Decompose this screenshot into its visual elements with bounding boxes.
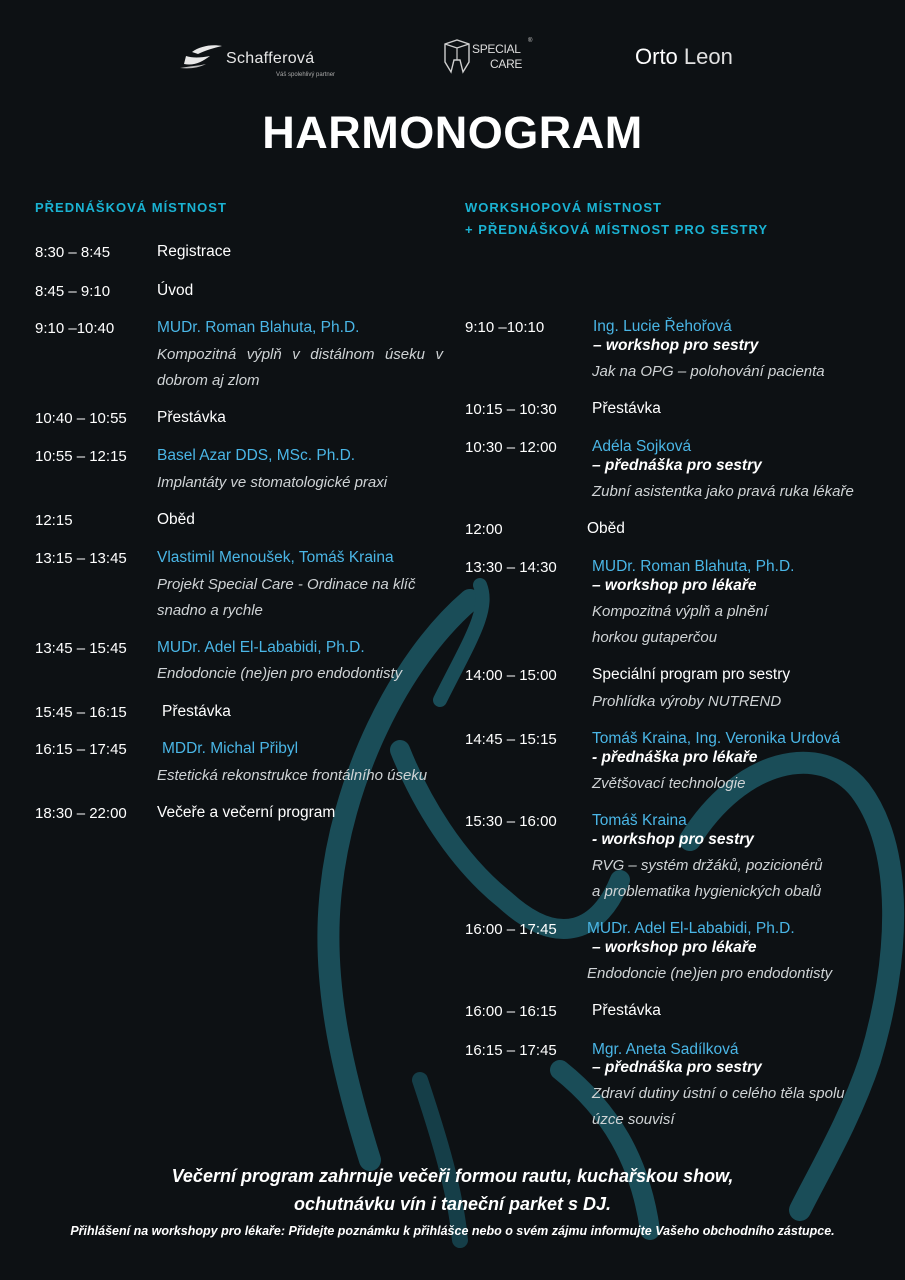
speaker-name: MUDr. Adel El-Lababidi, Ph.D. [157, 639, 365, 656]
tooth-cube-icon [442, 38, 472, 74]
item-time: 13:15 – 13:45 [35, 550, 127, 567]
speaker-name: Tomáš Kraina, Ing. Veronika Urdová [592, 730, 841, 747]
speaker-name: MUDr. Adel El-Lababidi, Ph.D. [587, 920, 795, 937]
item-time: 12:15 [35, 512, 73, 529]
item-time: 15:30 – 16:00 [465, 813, 557, 830]
talk-description-line2: horkou gutaperčou [592, 629, 718, 646]
item-time: 9:10 –10:40 [35, 320, 115, 337]
item-time: 18:30 – 22:00 [35, 805, 127, 822]
item-time: 16:00 – 16:15 [465, 1003, 557, 1020]
item-label: Speciální program pro sestry [592, 666, 791, 683]
schafferova-logo [180, 42, 336, 78]
session-type: - přednáška pro lékaře [592, 749, 758, 766]
item-time: 14:00 – 15:00 [465, 667, 557, 684]
talk-description: Kompozitná výplň v distálnom úseku v dobrom aj zlom [157, 346, 443, 389]
speaker-name: Basel Azar DDS, MSc. Ph.D. [157, 447, 356, 464]
item-label: Přestávka [162, 703, 231, 720]
item-time: 13:45 – 15:45 [35, 640, 127, 657]
talk-description: Projekt Special Care - Ordinace na klíč snadno a rychle [157, 576, 416, 619]
evening-program-note [0, 1162, 905, 1218]
item-time: 13:30 – 14:30 [465, 559, 557, 576]
item-time: 10:30 – 12:00 [465, 439, 557, 456]
talk-description-line1: Kompozitná výplň a plnění [592, 603, 768, 620]
session-type: – workshop pro lékaře [592, 939, 757, 956]
talk-description-line2: a problematika hygienických obalů [592, 883, 822, 900]
session-type: – přednáška pro sestry [592, 1059, 762, 1076]
talk-description: Endodoncie (ne)jen pro endodontisty [157, 665, 403, 682]
item-time: 16:15 – 17:45 [35, 741, 127, 758]
swoosh-icon [180, 42, 224, 70]
schafferova-name: Schafferová [226, 50, 315, 67]
talk-description: Estetická rekonstrukce frontálního úseku [157, 767, 428, 784]
speaker-name: Vlastimil Menoušek, Tomáš Kraina [157, 549, 394, 566]
item-time: 16:00 – 17:45 [465, 921, 557, 938]
item-label: Večeře a večerní program [157, 804, 336, 821]
talk-description: Zubní asistentka jako pravá ruka lékaře [592, 483, 854, 500]
left-column-heading: PŘEDNÁŠKOVÁ MÍSTNOST [35, 200, 227, 215]
schafferova-tagline: Váš spolehlivý partner [276, 72, 336, 78]
talk-description-line1: Zdraví dutiny ústní o celého těla spolu [592, 1085, 845, 1102]
orto-leon-logo [635, 44, 733, 70]
page-title: HARMONOGRAM [262, 107, 643, 158]
talk-description: Jak na OPG – polohování pacienta [592, 363, 825, 380]
item-time: 8:30 – 8:45 [35, 244, 111, 261]
speaker-name: Mgr. Aneta Sadílková [592, 1041, 739, 1058]
talk-description: Implantáty ve stomatologické praxi [157, 474, 388, 491]
partner-logos [0, 38, 905, 83]
special-care-logo [442, 38, 533, 79]
registered-mark: ® [528, 38, 533, 44]
evening-note-line2: ochutnávku vín i taneční parket s DJ. [293, 1194, 612, 1214]
workshop-registration-note: Přihlášení na workshopy pro lékaře: Přidejte poznámku k přihlášce nebo o svém zájmu informujte Vašeho obchodního zástupce. [70, 1224, 835, 1238]
right-column-heading-line2: + PŘEDNÁŠKOVÁ MÍSTNOST PRO SESTRY [465, 222, 769, 237]
speaker-name: MDDr. Michal Přibyl [162, 740, 299, 757]
item-label: Úvod [157, 282, 194, 299]
session-type: - workshop pro sestry [592, 831, 754, 848]
item-time: 14:45 – 15:15 [465, 731, 557, 748]
item-time: 16:15 – 17:45 [465, 1042, 557, 1059]
speaker-name: Ing. Lucie Řehořová [593, 318, 732, 335]
speaker-name: Adéla Sojková [592, 438, 692, 455]
special-care-line1: SPECIAL [472, 42, 521, 56]
orto-word: Orto [635, 44, 678, 69]
item-label: Přestávka [592, 400, 661, 417]
session-type: – workshop pro sestry [593, 337, 759, 354]
item-label: Registrace [157, 243, 232, 260]
item-label: Přestávka [592, 1002, 661, 1019]
speaker-name: MUDr. Roman Blahuta, Ph.D. [592, 558, 795, 575]
session-type: – workshop pro lékaře [592, 577, 757, 594]
leon-word: Leon [683, 44, 733, 69]
talk-description: Zvětšovací technologie [592, 775, 746, 792]
item-label: Přestávka [157, 409, 226, 426]
talk-description-line2: úzce souvisí [592, 1111, 675, 1128]
speaker-name: Tomáš Kraina [592, 812, 687, 829]
item-time: 12:00 [465, 521, 503, 538]
item-label: Oběd [157, 511, 195, 528]
item-time: 10:55 – 12:15 [35, 448, 127, 465]
talk-description: Endodoncie (ne)jen pro endodontisty [587, 965, 833, 982]
evening-note-line1: Večerní program zahrnuje večeři formou rautu, kuchařskou show, [171, 1166, 734, 1186]
special-care-line2: CARE [490, 57, 523, 71]
talk-description: Prohlídka výroby NUTREND [592, 693, 782, 710]
speaker-name: MUDr. Roman Blahuta, Ph.D. [157, 319, 360, 336]
item-label: Oběd [587, 520, 625, 537]
item-time: 8:45 – 9:10 [35, 283, 111, 300]
item-time: 9:10 –10:10 [465, 319, 545, 336]
item-time: 10:40 – 10:55 [35, 410, 127, 427]
right-column-heading-line1: WORKSHOPOVÁ MÍSTNOST [465, 200, 662, 215]
item-time: 10:15 – 10:30 [465, 401, 557, 418]
talk-description-line1: RVG – systém držáků, pozicionérů [592, 857, 823, 874]
session-type: – přednáška pro sestry [592, 457, 762, 474]
item-time: 15:45 – 16:15 [35, 704, 127, 721]
